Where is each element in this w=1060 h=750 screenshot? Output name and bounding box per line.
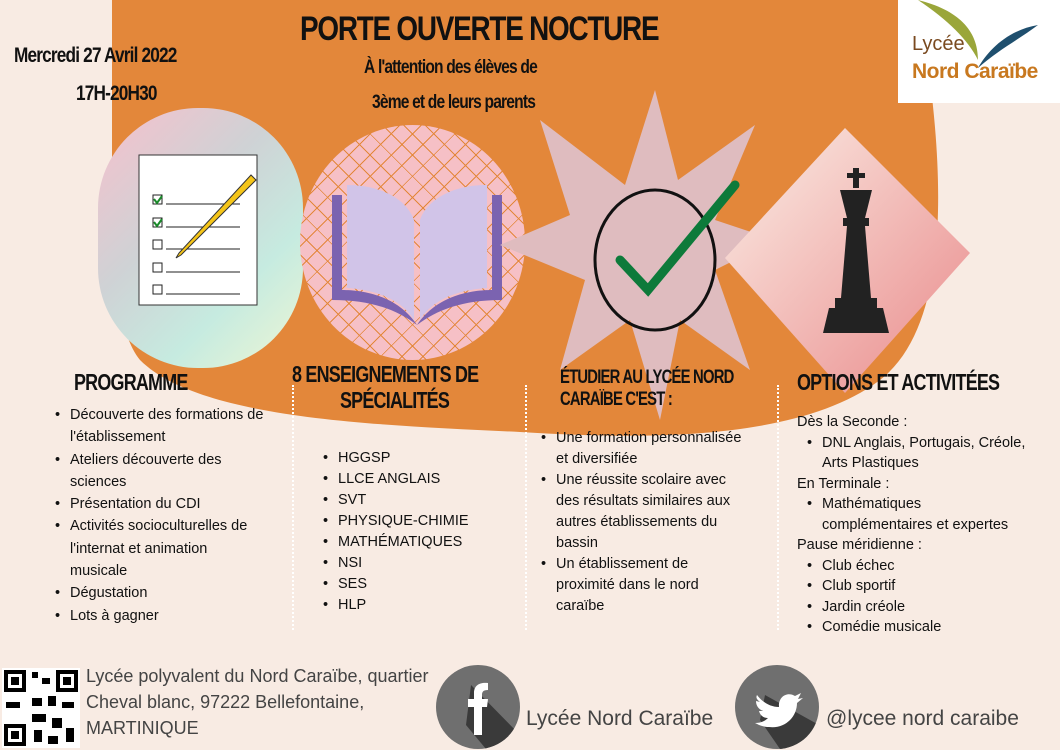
event-hours: 17H-20H30: [76, 82, 157, 105]
list-item: • SES: [323, 574, 523, 595]
twitter-handle[interactable]: @lycee nord caraibe: [826, 707, 1019, 730]
list-item: • LLCE ANGLAIS: [323, 469, 523, 490]
list-item: • NSI: [323, 553, 523, 574]
book-icon: [322, 180, 512, 330]
audience-line-2: 3ème et de leurs parents: [372, 92, 536, 113]
seconde-label: Dès la Seconde :: [797, 414, 908, 430]
facebook-button[interactable]: [436, 665, 520, 749]
list-item: • MATHÉMATIQUES: [323, 532, 523, 553]
page-title: PORTE OUVERTE NOCTURE: [300, 10, 659, 48]
list-item: • Découverte des formations de l'établissement: [55, 404, 265, 449]
etudier-heading-1: ÉTUDIER AU LYCÉE NORD: [560, 367, 734, 388]
list-item: • DNL Anglais, Portugais, Créole, Arts Plastiques: [807, 433, 1027, 474]
twitter-button[interactable]: [735, 665, 819, 749]
facebook-handle[interactable]: Lycée Nord Caraïbe: [526, 707, 714, 730]
list-item: • Comédie musicale: [807, 617, 1027, 638]
diamond-shape: [725, 128, 975, 398]
list-item: • Mathématiques complémentaires et expertes: [807, 494, 1027, 535]
specialites-heading-1: 8 ENSEIGNEMENTS DE: [292, 361, 479, 387]
terminale-label: En Terminale :: [797, 475, 890, 492]
list-item: • Club échec: [807, 556, 1027, 577]
list-item: • Présentation du CDI: [55, 493, 265, 515]
list-item: • Activités socioculturelles de l'internat et animation musicale: [55, 515, 265, 582]
event-date: Mercredi 27 Avril 2022: [14, 44, 177, 67]
column-divider: [292, 385, 294, 630]
column-divider: [525, 385, 527, 630]
address: Lycée polyvalent du Nord Caraïbe, quartier Cheval blanc, 97222 Bellefontaine, MARTINIQUE: [86, 666, 429, 738]
options-heading: OPTIONS ET ACTIVITÉES: [797, 369, 1000, 395]
list-item: • Jardin créole: [807, 597, 1027, 618]
list-item: • Ateliers découverte des sciences: [55, 449, 265, 494]
list-item: • Lots à gagner: [55, 605, 265, 627]
pause-label: Pause méridienne :: [797, 537, 922, 553]
qr-code-icon[interactable]: [2, 668, 80, 748]
specialites-list: [323, 448, 523, 616]
list-item: • SVT: [323, 490, 523, 511]
list-item: • Club sportif: [807, 576, 1027, 597]
specialites-heading-2: SPÉCIALITÉS: [340, 387, 450, 413]
list-item: • Une formation personnalisée et diversifiée: [541, 428, 751, 470]
list-item: • Dégustation: [55, 582, 265, 604]
list-item: • Une réussite scolaire avec des résultats similaires aux autres établissements du bassin: [541, 470, 751, 554]
school-logo: Lycée Nord Caraïbe: [898, 0, 1060, 103]
list-item: • HGGSP: [323, 448, 523, 469]
programme-heading: PROGRAMME: [74, 369, 188, 395]
twitter-icon: [735, 665, 819, 749]
facebook-icon: [436, 665, 520, 749]
etudier-list: [541, 428, 751, 617]
etudier-heading-2: CARAÏBE C'EST :: [560, 389, 673, 410]
list-item: • PHYSIQUE-CHIMIE: [323, 511, 523, 532]
options-block: [797, 412, 1027, 638]
list-item: • HLP: [323, 595, 523, 616]
list-item: • Un établissement de proximité dans le nord caraïbe: [541, 554, 751, 617]
audience-line-1: À l'attention des élèves de: [364, 57, 537, 78]
checklist-icon: [136, 150, 266, 315]
column-divider: [777, 385, 779, 630]
programme-list: [55, 404, 265, 627]
